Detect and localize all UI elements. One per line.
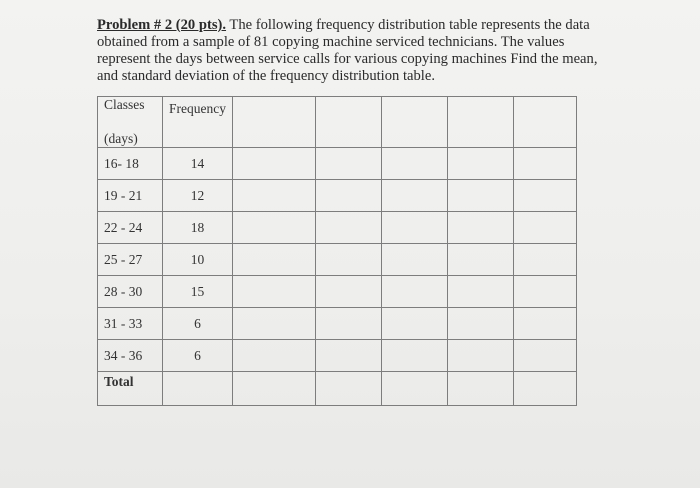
empty-cell: [232, 148, 315, 180]
table-row: [98, 308, 577, 340]
frequency-cell: 18: [163, 212, 233, 244]
empty-cell: [232, 97, 315, 148]
table-row: [98, 180, 577, 212]
empty-cell: [232, 340, 315, 372]
class-cell: 16- 18: [98, 148, 163, 180]
empty-cell: [232, 244, 315, 276]
frequency-cell: 14: [163, 148, 233, 180]
frequency-cell: 12: [163, 180, 233, 212]
header-frequency: Frequency: [163, 97, 233, 148]
frequency-cell: 6: [163, 340, 233, 372]
class-cell: 28 - 30: [98, 276, 163, 308]
empty-cell: [513, 244, 576, 276]
problem-statement: [97, 17, 617, 85]
frequency-table: [97, 96, 577, 406]
table-row: [98, 148, 577, 180]
header-classes-unit: (days): [104, 131, 138, 146]
empty-cell: [513, 180, 576, 212]
class-cell: 22 - 24: [98, 212, 163, 244]
table-row: [98, 244, 577, 276]
empty-cell: [315, 244, 381, 276]
table-row: [98, 276, 577, 308]
empty-cell: [232, 372, 315, 406]
empty-cell: [381, 340, 447, 372]
class-cell: 34 - 36: [98, 340, 163, 372]
empty-cell: [513, 372, 576, 406]
empty-cell: [447, 244, 513, 276]
empty-cell: [232, 276, 315, 308]
frequency-cell: 10: [163, 244, 233, 276]
empty-cell: [381, 180, 447, 212]
empty-cell: [447, 97, 513, 148]
empty-cell: [381, 97, 447, 148]
empty-cell: [381, 308, 447, 340]
total-label: Total: [98, 372, 163, 406]
class-cell: 25 - 27: [98, 244, 163, 276]
problem-heading: Problem # 2 (20 pts).: [97, 17, 227, 33]
class-cell: 31 - 33: [98, 308, 163, 340]
empty-cell: [447, 180, 513, 212]
empty-cell: [447, 276, 513, 308]
empty-cell: [447, 212, 513, 244]
frequency-cell: 6: [163, 308, 233, 340]
empty-cell: [513, 148, 576, 180]
class-cell: 19 - 21: [98, 180, 163, 212]
empty-cell: [315, 308, 381, 340]
empty-cell: [163, 372, 233, 406]
empty-cell: [513, 308, 576, 340]
empty-cell: [381, 276, 447, 308]
empty-cell: [513, 212, 576, 244]
empty-cell: [315, 372, 381, 406]
empty-cell: [232, 212, 315, 244]
empty-cell: [513, 340, 576, 372]
header-classes: [98, 97, 163, 148]
empty-cell: [447, 372, 513, 406]
empty-cell: [381, 372, 447, 406]
empty-cell: [381, 148, 447, 180]
empty-cell: [315, 180, 381, 212]
header-classes-label: Classes: [104, 97, 145, 112]
empty-cell: [315, 340, 381, 372]
empty-cell: [381, 212, 447, 244]
empty-cell: [447, 308, 513, 340]
empty-cell: [513, 97, 576, 148]
table-row: [98, 340, 577, 372]
empty-cell: [315, 148, 381, 180]
frequency-cell: 15: [163, 276, 233, 308]
empty-cell: [381, 244, 447, 276]
empty-cell: [513, 276, 576, 308]
empty-cell: [315, 97, 381, 148]
empty-cell: [315, 212, 381, 244]
empty-cell: [447, 148, 513, 180]
empty-cell: [232, 180, 315, 212]
empty-cell: [315, 276, 381, 308]
problem-text: The following frequency distribution table represents the data obtained from a sample of 81 copying machine serviced technicians. The values represent the days between service calls for various copying machines Find the mean, and standard deviation of the frequency distribution table.: [97, 17, 598, 84]
table-row: [98, 212, 577, 244]
total-row: [98, 372, 577, 406]
empty-cell: [232, 308, 315, 340]
empty-cell: [447, 340, 513, 372]
